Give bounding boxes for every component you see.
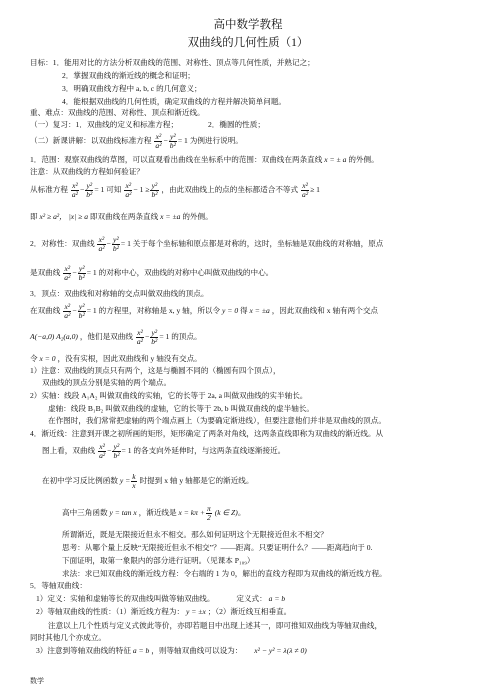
- page-title: 高中数学教程: [213, 19, 283, 31]
- fraction-x2-a2: $\frac{\text{x²}}{\text{a²}}$: [155, 131, 162, 150]
- asymptote-line: 4．渐近线：注意到开课之初所画的矩形，矩形确定了两条对角线，这两条直线即称为双曲线的渐近线。从: [30, 429, 384, 438]
- equilateral-form: 3）注意到等轴双曲线的特征 a = b ，则等轴双曲线可以设为： x² − y² = λ(λ ≠ 0): [36, 646, 307, 655]
- vertex-line: 3．顶点：双曲线和对称轴的交点叫做双曲线的顶点。: [30, 289, 209, 298]
- new-text-b: 为例进行说明。: [189, 136, 243, 145]
- vertex-line-3: A(−a,0) A₂(a,0) ，他们是双曲线 $\frac{\text{x²}}{\text{a²}}$ − $\frac{\text{y²}}{\text{b²}}$ = 1 的顶点。: [30, 327, 202, 346]
- question-2: 思考：从哪个量上反映“无限接近但永不相交”？——距离。只要证明什么？——距离趋向于 0.: [62, 543, 373, 552]
- question-3: 下面证明，取第一象限内的部分进行证明。（见课本 P₁₀₉）: [62, 556, 255, 565]
- range-line: 1．范围：观察双曲线的草图，可以直观看出曲线在坐标系中的范围：双曲线在两条直线 x = ± a 的外侧。: [30, 155, 379, 164]
- equilateral-note-2: 同时其他几个亦成立。: [30, 633, 106, 642]
- review-text-a: （一）复习：1．双曲线的定义和标准方程；: [30, 120, 179, 129]
- from-line: 从标准方程 $\frac{\text{x²}}{\text{a²}}$ − $\frac{\text{y²}}{\text{b²}}$ = 1 可知 $\frac{\text{x²}}{\text{a²}}$ − 1 ≥ $\frac{\text{y²}}{\text{b²}}$ ，由此双曲线上的点的坐标都适合不等式 $\frac{\text{x²}}{\text{a²}}$ ≥ 1: [30, 180, 320, 199]
- note-imag-axis: 虚轴：线段 B₁B₂ 叫做双曲线的虚轴，它的长等于 2b, b 叫做双曲线的虚半轴长。: [48, 404, 315, 413]
- asymptote-line-3: 在初中学习反比例函数 y = $\frac{k}{x}$ 时提到 x 轴 y 轴都是它的渐近线。: [42, 471, 254, 490]
- ie-line: 即 x² ≥ a²， |x| ≥ a 即双曲线在两条直线 x = ±a 的外侧。: [30, 212, 213, 221]
- new-text-a: （二）新课讲解：以双曲线标准方程: [30, 136, 152, 145]
- page-subtitle: 双曲线的几何性质（1）: [187, 37, 309, 49]
- note-drawing: 在作图时，我们常常把虚轴的两个端点画上（为要确定渐进线），但要注意他们并非是双曲线的顶点。: [48, 416, 386, 425]
- method-line: 求法：求已知双曲线的渐近线方程：令右端的 1 为 0，解出的直线方程即为双曲线的渐近线方程。: [62, 569, 387, 578]
- symmetry-line-2: 是双曲线 $\frac{\text{x²}}{\text{a²}}$ − $\frac{\text{y²}}{\text{b²}}$ = 1 的对称中心，双曲线的对称中心叫做双曲线的中心。: [30, 263, 274, 282]
- note-1: 1）注意：双曲线的顶点只有两个，这是与椭圆不同的（椭圆有四个顶点），: [30, 366, 281, 375]
- note-real-axis: 2）实轴：线段 A₁A₂ 叫做双曲线的实轴，它的长等于 2a, a 叫做双曲线的实半轴长。: [30, 391, 308, 400]
- review-text-b: 2．椭圆的性质；: [207, 120, 265, 129]
- question-1: 所谓渐近，既是无限接近但永不相交。那么如何证明这个无限接近但永不相交？: [62, 530, 328, 539]
- new-lesson-line: （二）新课讲解：以双曲线标准方程 $\frac{\text{x²}}{\text{a²}}$ − $\frac{\text{y²}}{\text{b²}}$ = 1 为例进行说明。: [30, 131, 243, 150]
- equilateral-heading: 5．等轴双曲线：: [30, 581, 87, 590]
- note-line: 注意：从双曲线的方程如何验证？: [30, 167, 144, 176]
- vertex-line-4: 令 x = 0 ，没有实根，因此双曲线和 y 轴没有交点。: [30, 354, 202, 363]
- equilateral-props: 2）等轴双曲线的性质：（1）渐近线方程为： y = ±x ；（2）渐近线互相垂直。: [36, 607, 292, 616]
- goal-line-2: 2．掌握双曲线的渐近线的概念和证明；: [62, 71, 195, 80]
- key-points: 重、难点：双曲线的范围、对称性、顶点和渐近线。: [30, 108, 205, 117]
- goal-line-3: 3．明确双曲线方程中 a, b, c 的几何意义；: [62, 84, 202, 93]
- equilateral-def: 1）定义：实轴和虚轴等长的双曲线叫做等轴双曲线。 定义式： a = b: [36, 594, 286, 603]
- page-footer: 数学: [30, 677, 44, 685]
- review-line: [30, 120, 265, 130]
- goal-line-4: 4．能根据双曲线的几何性质，确定双曲线的方程并解决简单问题。: [62, 97, 287, 106]
- fraction-y2-b2: $\frac{\text{y²}}{\text{b²}}$: [169, 131, 176, 150]
- symmetry-line: 2．对称性：双曲线 $\frac{\text{x²}}{\text{a²}}$ − $\frac{\text{y²}}{\text{b²}}$ = 1 关于每个坐标轴和原点都是对称的，这时，坐标轴是双曲线的对称轴，原点: [30, 234, 384, 253]
- vertex-line-2: 在双曲线 $\frac{\text{x²}}{\text{a²}}$ − $\frac{\text{y²}}{\text{b²}}$ = 1 的方程里，对称轴是 x, y 轴，所以令 y = 0 得 x = ±a ，因此双曲线和 x 轴有两个交点: [30, 301, 379, 320]
- asymptote-line-2: 图上看，双曲线 $\frac{\text{x²}}{\text{a²}}$ − $\frac{\text{y²}}{\text{b²}}$ = 1 的各支向外延伸时，与这两条直线逐渐接近。: [42, 441, 286, 460]
- note-1b: 双曲线的顶点分别是实轴的两个端点。: [42, 378, 172, 387]
- equilateral-note: 注意以上几个性质与定义式彼此等价，亦即若题目中出现上述其一，即可推知双曲线为等轴双曲线，: [48, 621, 383, 630]
- goal-line-1: 目标：1．能用对比的方法分析双曲线的范围、对称性、顶点等几何性质，并熟记之；: [30, 58, 315, 67]
- asymptote-line-4: 高中三角函数 y = tan x ，渐近线是 x = kπ + $\frac{\pi}{2}$ (k ∈ Z)。: [62, 503, 246, 522]
